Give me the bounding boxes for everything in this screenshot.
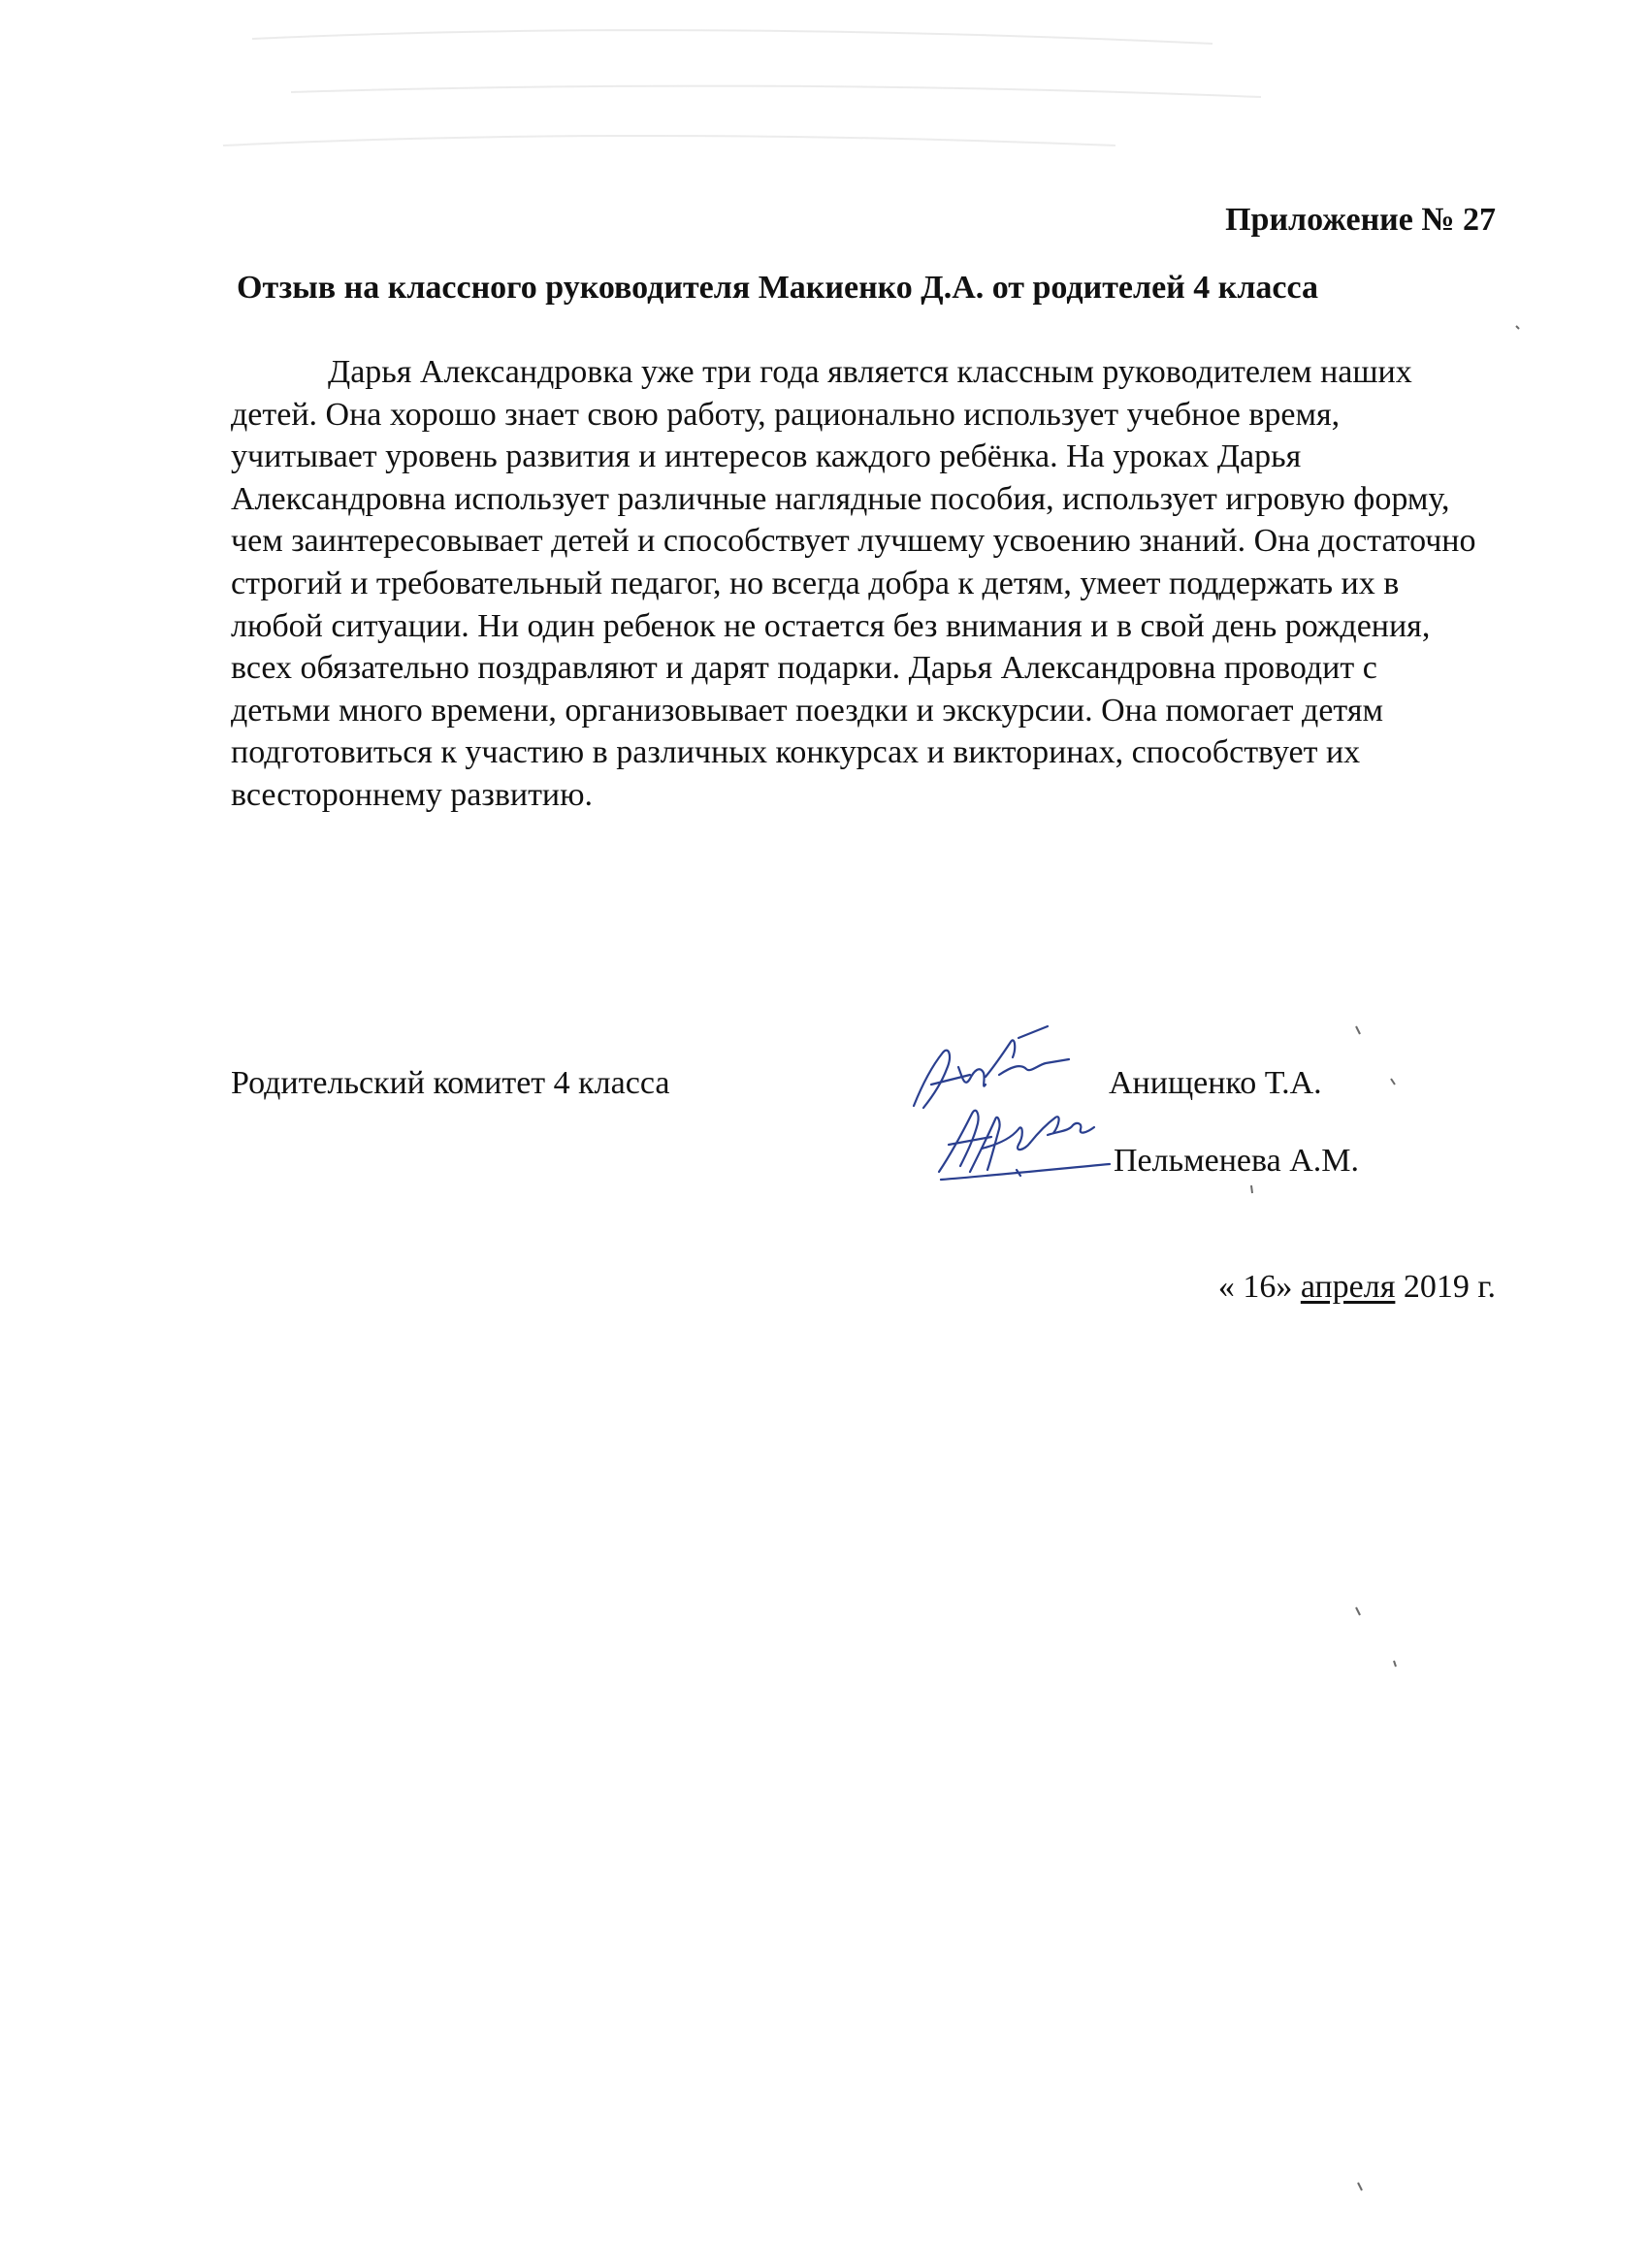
date-month: апреля — [1300, 1269, 1396, 1305]
document-date — [1218, 1269, 1496, 1306]
review-body-paragraph: Дарья Александровка уже три года является классным руководителем наших детей. Она хорошо знает свою работу, рационально использует учебное время, учитывает уровень развития и интересов каждого ребёнка. На уроках Дарья Александровна использует различные наглядные пособия, использует игровую форму, чем заинтересовывает детей и способствует лучшему усвоению знаний. Она достаточно строгий и требовательный педагог, но всегда добра к детям, умеет поддержать их в любой ситуации. Ни один ребенок не остается без внимания и в свой день рождения, всех обязательно поздравляют и дарят подарки. Дарья Александровна проводит с детьми много времени, организовывает поездки и экскурсии. Она помогает детям подготовиться к участию в различных конкурсах и викторинах, способствует их всестороннему развитию. — [231, 354, 1476, 813]
committee-label: Родительский комитет 4 класса — [231, 1065, 670, 1101]
date-year: 2019 г. — [1395, 1269, 1496, 1305]
appendix-label: Приложение № 27 — [1225, 202, 1496, 238]
signer-2-name: Пельменева А.М. — [1114, 1143, 1359, 1179]
signer-1-name: Анищенко Т.А. — [1109, 1065, 1322, 1101]
date-day: « 16» — [1217, 1269, 1301, 1305]
document-title: Отзыв на классного руководителя Макиенко Д.А. от родителей 4 класса — [237, 270, 1319, 306]
